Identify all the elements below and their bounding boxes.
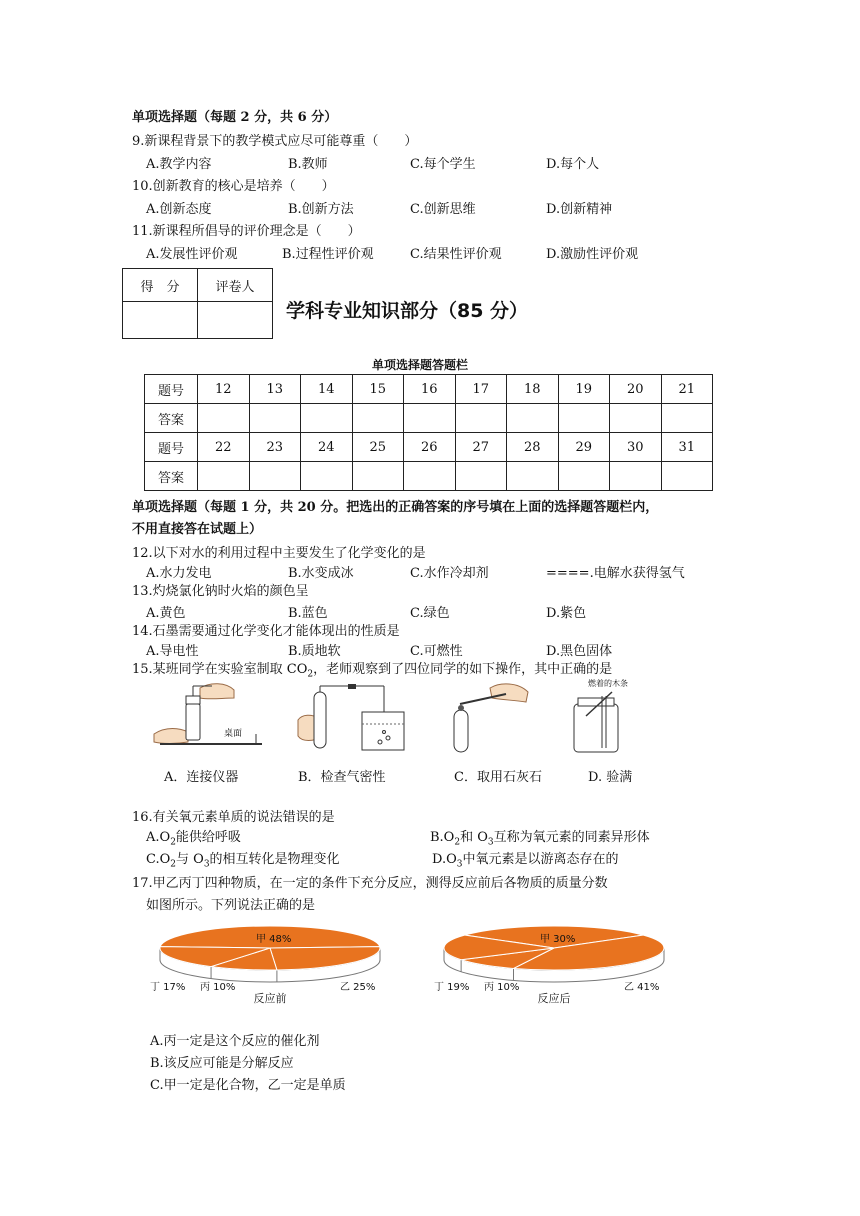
question-number: 28 [507,433,559,462]
answer-table-row-nums-1 [145,375,713,404]
answer-cell[interactable] [198,462,250,491]
answer-table-row-answers-2 [145,462,713,491]
grader-cell[interactable] [198,302,273,339]
part-title: 学科专业知识部分（85 分） [286,300,529,322]
burning-stick-label: 燃着的木条 [588,679,628,688]
answer-cell[interactable] [507,462,559,491]
answer-cell[interactable] [198,404,250,433]
question-16-option-a[interactable]: $A.O_2$能供给呼吸 [146,830,241,848]
question-number: 20 [610,375,662,404]
pie-label-乙: 乙 25% [340,982,376,993]
pie-label-甲: 甲 30% [540,934,576,945]
question-number: 21 [661,375,713,404]
question-9-option-d[interactable]: D.每个人 [546,157,600,172]
question-13-option-a[interactable]: A.黄色 [146,606,186,621]
question-17-stem-line1: 17.甲乙丙丁四种物质，在一定的条件下充分反应，测得反应前后各物质的质量分数 [132,876,608,891]
question-14-option-a[interactable]: A.导电性 [146,644,199,659]
question-12-option-d[interactable]: ====.电解水获得氢气 [546,566,685,581]
section2-header-line1: 单项选择题（每题 1 分，共 20 分。把选出的正确答案的序号填在上面的选择题答题栏内， [132,500,659,515]
question-16-option-c[interactable]: $C.O_2$与 $O_3$的相互转化是物理变化 [146,852,340,870]
question-10-option-d[interactable]: D.创新精神 [546,202,613,217]
question-number: 25 [352,433,404,462]
figure-d-caption: D. 验满 [588,770,633,785]
question-number: 29 [558,433,610,462]
question-number: 15 [352,375,404,404]
answer-table-row-nums-2 [145,433,713,462]
question-number: 27 [455,433,507,462]
answer-cell[interactable] [558,404,610,433]
row-label-answer: 答案 [145,462,198,491]
pie-charts-figure [144,914,684,1006]
question-15-stem: 15.某班同学在实验室制取 $CO_2$，老师观察到了四位同学的如下操作，其中正确的是 [132,662,613,680]
pie-chart-title: 反应前 [253,992,287,1005]
question-number: 23 [249,433,301,462]
figure-b-airtightness-check [292,684,412,756]
pie-chart-before [150,926,380,1005]
question-13-option-b[interactable]: B.蓝色 [288,606,328,621]
question-10-option-a[interactable]: A.创新态度 [146,202,212,217]
answer-cell[interactable] [404,462,456,491]
question-10-stem: 10.创新教育的核心是培养（ ） [132,179,335,194]
question-11-stem: 11.新课程所倡导的评价理念是（ ） [132,224,361,239]
answer-cell[interactable] [610,404,662,433]
figure-a-connect-apparatus [150,678,270,756]
question-11-option-c[interactable]: C.结果性评价观 [410,247,502,262]
answer-cell[interactable] [455,404,507,433]
question-11-option-b[interactable]: B.过程性评价观 [282,247,374,262]
score-box [122,268,273,339]
question-9-option-c[interactable]: C.每个学生 [410,157,476,172]
question-13-option-c[interactable]: C.绿色 [410,606,450,621]
question-10-option-c[interactable]: C.创新思维 [410,202,476,217]
answer-cell[interactable] [661,462,713,491]
figure-c-caption: C．取用石灰石 [454,770,542,785]
pie-label-丙: 丙 10% [484,982,520,993]
question-number: 14 [301,375,353,404]
question-16-option-b[interactable]: $B.O_2$和 $O_3$互称为氧元素的同素异形体 [430,830,650,848]
question-9-option-b[interactable]: B.教师 [288,157,328,172]
answer-cell[interactable] [352,404,404,433]
answer-cell[interactable] [404,404,456,433]
score-label: 得 分 [123,269,198,302]
answer-table-row-answers-1 [145,404,713,433]
row-label-num: 题号 [145,433,198,462]
pie-chart-after [434,926,664,1005]
question-number: 19 [558,375,610,404]
question-10-option-b[interactable]: B.创新方法 [288,202,354,217]
section1-header: 单项选择题（每题 2 分，共 6 分） [132,110,338,125]
question-11-option-d[interactable]: D.激励性评价观 [546,247,639,262]
question-12-option-c[interactable]: C.水作冷却剂 [410,566,489,581]
pie-label-丁: 丁 17% [150,982,186,993]
question-number: 12 [198,375,250,404]
section2-header-line2: 不用直接答在试题上） [132,522,263,537]
question-number: 24 [301,433,353,462]
question-17-option-b[interactable]: B.该反应可能是分解反应 [150,1056,294,1071]
question-number: 17 [455,375,507,404]
question-16-stem: 16.有关氧元素单质的说法错误的是 [132,810,335,825]
question-number: 13 [249,375,301,404]
desk-label: 桌面 [224,729,243,739]
question-14-option-c[interactable]: C.可燃性 [410,644,463,659]
question-14-option-b[interactable]: B.质地软 [288,644,341,659]
answer-cell[interactable] [610,462,662,491]
question-12-option-b[interactable]: B.水变成冰 [288,566,354,581]
question-number: 30 [610,433,662,462]
question-17-option-c[interactable]: C.甲一定是化合物，乙一定是单质 [150,1078,346,1093]
answer-cell[interactable] [249,404,301,433]
figure-a-caption: A．连接仪器 [164,770,239,785]
row-label-answer: 答案 [145,404,198,433]
pie-label-丁: 丁 19% [434,982,470,993]
question-17-option-a[interactable]: A.丙一定是这个反应的催化剂 [150,1034,320,1049]
pie-label-乙: 乙 41% [624,982,660,993]
answer-table [144,374,713,491]
question-14-option-d[interactable]: D.黑色固体 [546,644,613,659]
answer-cell[interactable] [301,404,353,433]
question-13-option-d[interactable]: D.紫色 [546,606,587,621]
figure-d-verify-full [566,678,632,758]
question-14-stem: 14.石墨需要通过化学变化才能体现出的性质是 [132,624,400,639]
question-12-option-a[interactable]: A.水力发电 [146,566,212,581]
question-number: 31 [661,433,713,462]
question-13-stem: 13.灼烧氯化钠时火焰的颜色呈 [132,584,309,599]
answer-cell[interactable] [455,462,507,491]
question-11-option-a[interactable]: A.发展性评价观 [146,247,238,262]
question-number: 16 [404,375,456,404]
question-number: 18 [507,375,559,404]
row-label-num: 题号 [145,375,198,404]
question-number: 26 [404,433,456,462]
question-12-stem: 12.以下对水的利用过程中主要发生了化学变化的是 [132,546,426,561]
answer-cell[interactable] [507,404,559,433]
answer-cell[interactable] [352,462,404,491]
score-cell[interactable] [123,302,198,339]
pie-label-丙: 丙 10% [200,982,236,993]
answer-cell[interactable] [661,404,713,433]
answer-cell[interactable] [558,462,610,491]
question-9-stem: 9.新课程背景下的教学模式应尽可能尊重（ ） [132,134,418,149]
answer-cell[interactable] [249,462,301,491]
question-9-option-a[interactable]: A.教学内容 [146,157,212,172]
figure-b-caption: B．检查气密性 [298,770,386,785]
pie-chart-title: 反应后 [537,992,571,1005]
question-number: 22 [198,433,250,462]
grader-label: 评卷人 [198,269,273,302]
question-16-option-d[interactable]: $D.O_3$中氧元素是以游离态存在的 [432,852,619,870]
answer-cell[interactable] [301,462,353,491]
pie-label-甲: 甲 48% [256,934,292,945]
figure-c-take-limestone [446,680,536,756]
answer-table-caption: 单项选择题答题栏 [372,358,469,372]
question-17-stem-line2: 如图所示。下列说法正确的是 [146,898,316,913]
